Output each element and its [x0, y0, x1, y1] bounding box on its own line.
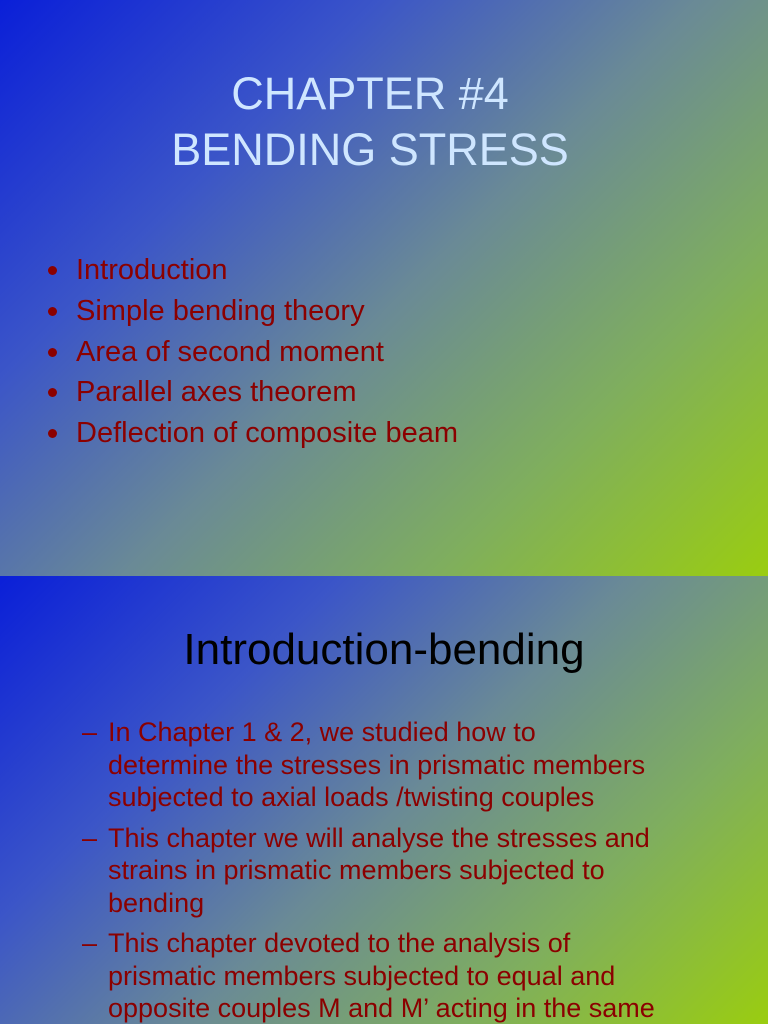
- bullet-icon: [48, 348, 57, 357]
- intro-line: strains in prismatic members subjected to: [108, 855, 605, 885]
- topic-label: Parallel axes theorem: [76, 376, 357, 409]
- bullet-icon: [48, 388, 57, 397]
- intro-item: [82, 927, 742, 1024]
- topic-item: [44, 291, 458, 332]
- bullet-icon: [48, 429, 57, 438]
- intro-line: opposite couples M and M’ acting in the same: [108, 993, 655, 1023]
- slide-2: [0, 576, 768, 1024]
- intro-list: [82, 716, 742, 1024]
- topic-item: [44, 250, 458, 291]
- intro-line: determine the stresses in prismatic members: [108, 749, 646, 780]
- title-line-2: BENDING STRESS: [171, 124, 569, 175]
- topic-item: [44, 372, 458, 413]
- dash-icon: –: [82, 717, 98, 747]
- intro-item: [82, 822, 742, 920]
- intro-line: prismatic members subjected to equal and: [108, 960, 616, 991]
- intro-line: This chapter devoted to the analysis of: [108, 928, 571, 958]
- bullet-icon: [48, 307, 57, 316]
- dash-icon: –: [82, 928, 98, 958]
- topic-item: [44, 413, 458, 454]
- topic-label: Deflection of composite beam: [76, 417, 459, 450]
- slide-1-title: [0, 66, 740, 178]
- intro-line: bending: [108, 887, 205, 918]
- topic-list: [44, 250, 458, 454]
- intro-line: subjected to axial loads /twisting couples: [108, 782, 595, 812]
- intro-line: In Chapter 1 & 2, we studied how to: [108, 717, 536, 747]
- intro-line: This chapter we will analyse the stresses and: [108, 822, 650, 853]
- intro-item: [82, 716, 742, 814]
- topic-item: [44, 332, 458, 373]
- topic-label: Introduction: [76, 254, 228, 286]
- title-line-1: CHAPTER #4: [231, 68, 509, 119]
- bullet-icon: [48, 266, 57, 275]
- topic-label: Simple bending theory: [76, 294, 365, 327]
- dash-icon: –: [82, 822, 98, 853]
- topic-label: Area of second moment: [76, 335, 384, 368]
- slide-2-title: Introduction-bending: [183, 625, 585, 674]
